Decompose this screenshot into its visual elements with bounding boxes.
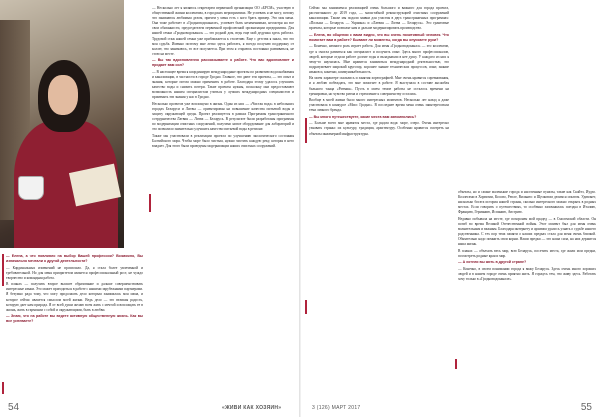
interview-question: — Вы так вдохновленно рассказываете о работе. Что вас вдохновляет и придает вам сил? — [152, 58, 294, 68]
interview-answer: — Конечно, в своем понимании города я вижу Беларусь. Здесь очень много хороших людей и в нашем городе очень приятно жить. Я горжусь тем, что живу здесь. Работать хочу только в «Гродноводоканале». — [458, 266, 596, 282]
interview-answer: — Несколько лет я являюсь секретарем первичной организации ОО «БРСМ», участвую в общественной жизни коллектива, в городских мероприятиях. Не успевать я не могу, потому что занимаюсь любимым делом, причем у меня есть с кого брать пример. Это моя мама. Она тоже работает в «Гродноводоканале», успевает быть незаменимым, несмотря на все свои обязанности, председателем первичной профсоюзной организации предприятия. Для нашей семьи «Гродноводоканал» — это родной дом, ведь еще мой дедушка здесь работал. Трудовой стаж нашей семьи уже приближается к столетию. Еще с детства я знала, что это моя судьба. Именно поэтому мне легко здесь работать, я всегда получаю поддержку от коллег, что занимаюсь, то все получается. При этом я стараюсь постоянно развиваться, не стою на месте. — [152, 6, 294, 56]
footer-magazine-title: «ЖИВИ КАК ХОЗЯИН» — [222, 405, 282, 411]
quote-bar — [305, 118, 307, 143]
quote-bar — [2, 254, 4, 286]
interview-question: — Вы много путешествуете, какие места вам запомнились? — [309, 114, 417, 119]
footer-issue: 3 (126) МАРТ 2017 — [312, 405, 361, 411]
interview-answer: На моем характере сказались и занятия хореографией. Мне очень нравятся соревнования, и я люблю побеждать, это мне помогает в работе. Я выступала в составе ансамбля бального танца «Ритмия». Пусть в моем темпе работы не осталось времени на тренировки, но чувство ритма и стремление к совершенству остались. — [309, 76, 449, 96]
photo-cup — [18, 176, 44, 200]
quote-bar — [149, 194, 151, 212]
interview-answer: В планах — получить второе высшее образование и дальше совершенствовать интересные языки. Это может пригодиться в работе с нашими зарубежными партнерами. Я безумно рада тому, что могу продолжать дело которым занималась моя мама, и которое сейчас является смыслом моей жизни. Ведь дело — это великая радость, которую дает нам природа. Я от всей души желаю всем жить с мечтой и воплощать ее в жизнь, жить в гармонии с собой и окружающими, быть в любви. — [6, 282, 143, 312]
interview-answer: Также мы участвовали в реализации проекта по улучшению экологического состояния Балтийского моря. Чтобы море было чистым, нужно чистить каждую реку, которая в него впадает. Для этого были проведены модернизации наших очистных сооружений. — [152, 133, 294, 148]
interview-answer: — Конечно, немного роль играет работа. Для меня «Гродноводоканал» — это коллектив, где я смогла развиться как специалист и получить опыт. Здесь много профессионалов, людей, которые отдали работе долгие годы и вкладывали в нее душу. У каждого из них я чему-то научилась. Мне нравится заниматься международной деятельностью, это подразумевает широкий кругозор, хорошее знание технических процессов, опыт, знание языков и, конечно, коммуникабельность. — [309, 44, 449, 74]
interview-answer: — Кардинальных изменений не произошло. Да, я стала более увлеченной и требовательной. Но для меня приоритетом является профессиональный рост, не чуждо творчество и командная работа. — [6, 265, 143, 280]
interview-answer: Вообще в моей жизни было много интересных моментов. Несколько лет назад я даже участвовала в конкурсе «Мисс Гродно». В последнее время меня очень заинтересовала тема личного бренда. — [309, 98, 449, 113]
interview-answer: — В настоящее время я координирую международные проекты по развитию водоснабжения и канализации, в частности в городе Гродно. Главное, что дают эти проекты, — это опыт и знания, которые потом можно применить в работе. Благодаря этому удалось улучшить качество воды и снизить потери. Такие проекты нужны, поскольку они предоставляют возможность нашим специалистам учиться у лучших международных специалистов и применять эти знания у нас в Гродно. — [152, 69, 294, 100]
interview-answer: — Больше всего мне нравятся места, где рядом вода: море, озеро. Очень интересно узнавать страны: их культуру, традиции, архитектуру. Особенно нравится смотреть на объекты инженерной инфраструктуры. — [309, 121, 449, 136]
interview-answer: Недавно побывала на месте, где похоронен мой прадед — в Смоленской области. Он погиб во время Великой Отечественной войны. Этот момент был для меня очень волнительным и важным. Благодаря интернету и архивам удалось узнать о судьбе нашего родственника. С тех пор тема памяти о наших предках стала для меня очень близкой. Обязательно надо помнить свои корни. Наши предки — это наша сила, на них держится наша жизнь. — [458, 216, 596, 247]
quote-bar — [305, 300, 307, 314]
interview-question: — Знаю, что на работе вы ведете активную общественную жизнь. Как вы все успеваете? — [6, 314, 143, 324]
page-footer — [0, 401, 600, 417]
interview-answer: объекты, но и самые маленькие города и населенные пункты, такие как Скайтэ, Иудзо. Коллегами в Хорватии, Косово, Репле, Вильнюс и Щелковом делимся опытом. Удивляет, насколько богата история нашей страны, сколько интересного можно открыть в родных местах. Если говорить о путешествиях, то особенно запомнилась поездка в Италию, Францию, Германию, Испанию, Австрию. — [458, 190, 596, 215]
page-gutter — [299, 0, 301, 417]
interview-answer: Сейчас мы занимаемся реализацией очень большого и важного для города проекта, рассчитанного до 2019 года, — масштабной реконструкцией очистных сооружений канализации. Также мы подали заявки для участия в двух трансграничных программах: «Польша — Беларусь — Украина» и «Латвия — Литва — Беларусь». Это грантовые проекты, которые позволят нам и дальше модернизировать производство. — [309, 6, 449, 31]
text-column-1 — [6, 254, 143, 400]
interview-answer: Несколько проектов уже воплощено в жизнь. Один из них — «Чистая вода» в небольших городах Беларуси и Литвы — ориентирован на повышение качества питьевой воды и защиту окружающей среды. Проект реализуется в рамках Программы трансграничного сотрудничества Латвия — Литва — Беларусь. В результате были разработаны программы по модернизации очистных сооружений, получено новое оборудование для лабораторий и это позволило значительно улучшить качество питьевой воды в регионе. — [152, 101, 294, 132]
interview-question: — Елена, во общении с вами видно, что вы очень позитивный человек. Что помогает вам в работе? Бывают ли моменты, когда вы опускаете руки? — [309, 32, 449, 42]
quote-bar — [455, 359, 457, 369]
text-column-2 — [152, 6, 294, 400]
text-column-4 — [458, 190, 596, 400]
page-number-left: 54 — [8, 402, 20, 413]
photo-face — [48, 75, 78, 115]
quote-bar — [2, 382, 4, 394]
interview-question: — А хотели вы жить в другой стране? — [458, 260, 527, 265]
text-column-3 — [309, 6, 449, 400]
interview-answer: В планах — объехать весь мир, всю Беларусь, посетить места, где жили мои предки, посмотреть родные края и мир. — [458, 248, 596, 258]
portrait-photo — [0, 0, 124, 248]
page-number-right: 55 — [580, 402, 592, 413]
interview-question: — Елена, а что повлияло на выбор Вашей профессии? Возможно, Вы изначально мечтали о другой деятельности? — [6, 254, 143, 264]
